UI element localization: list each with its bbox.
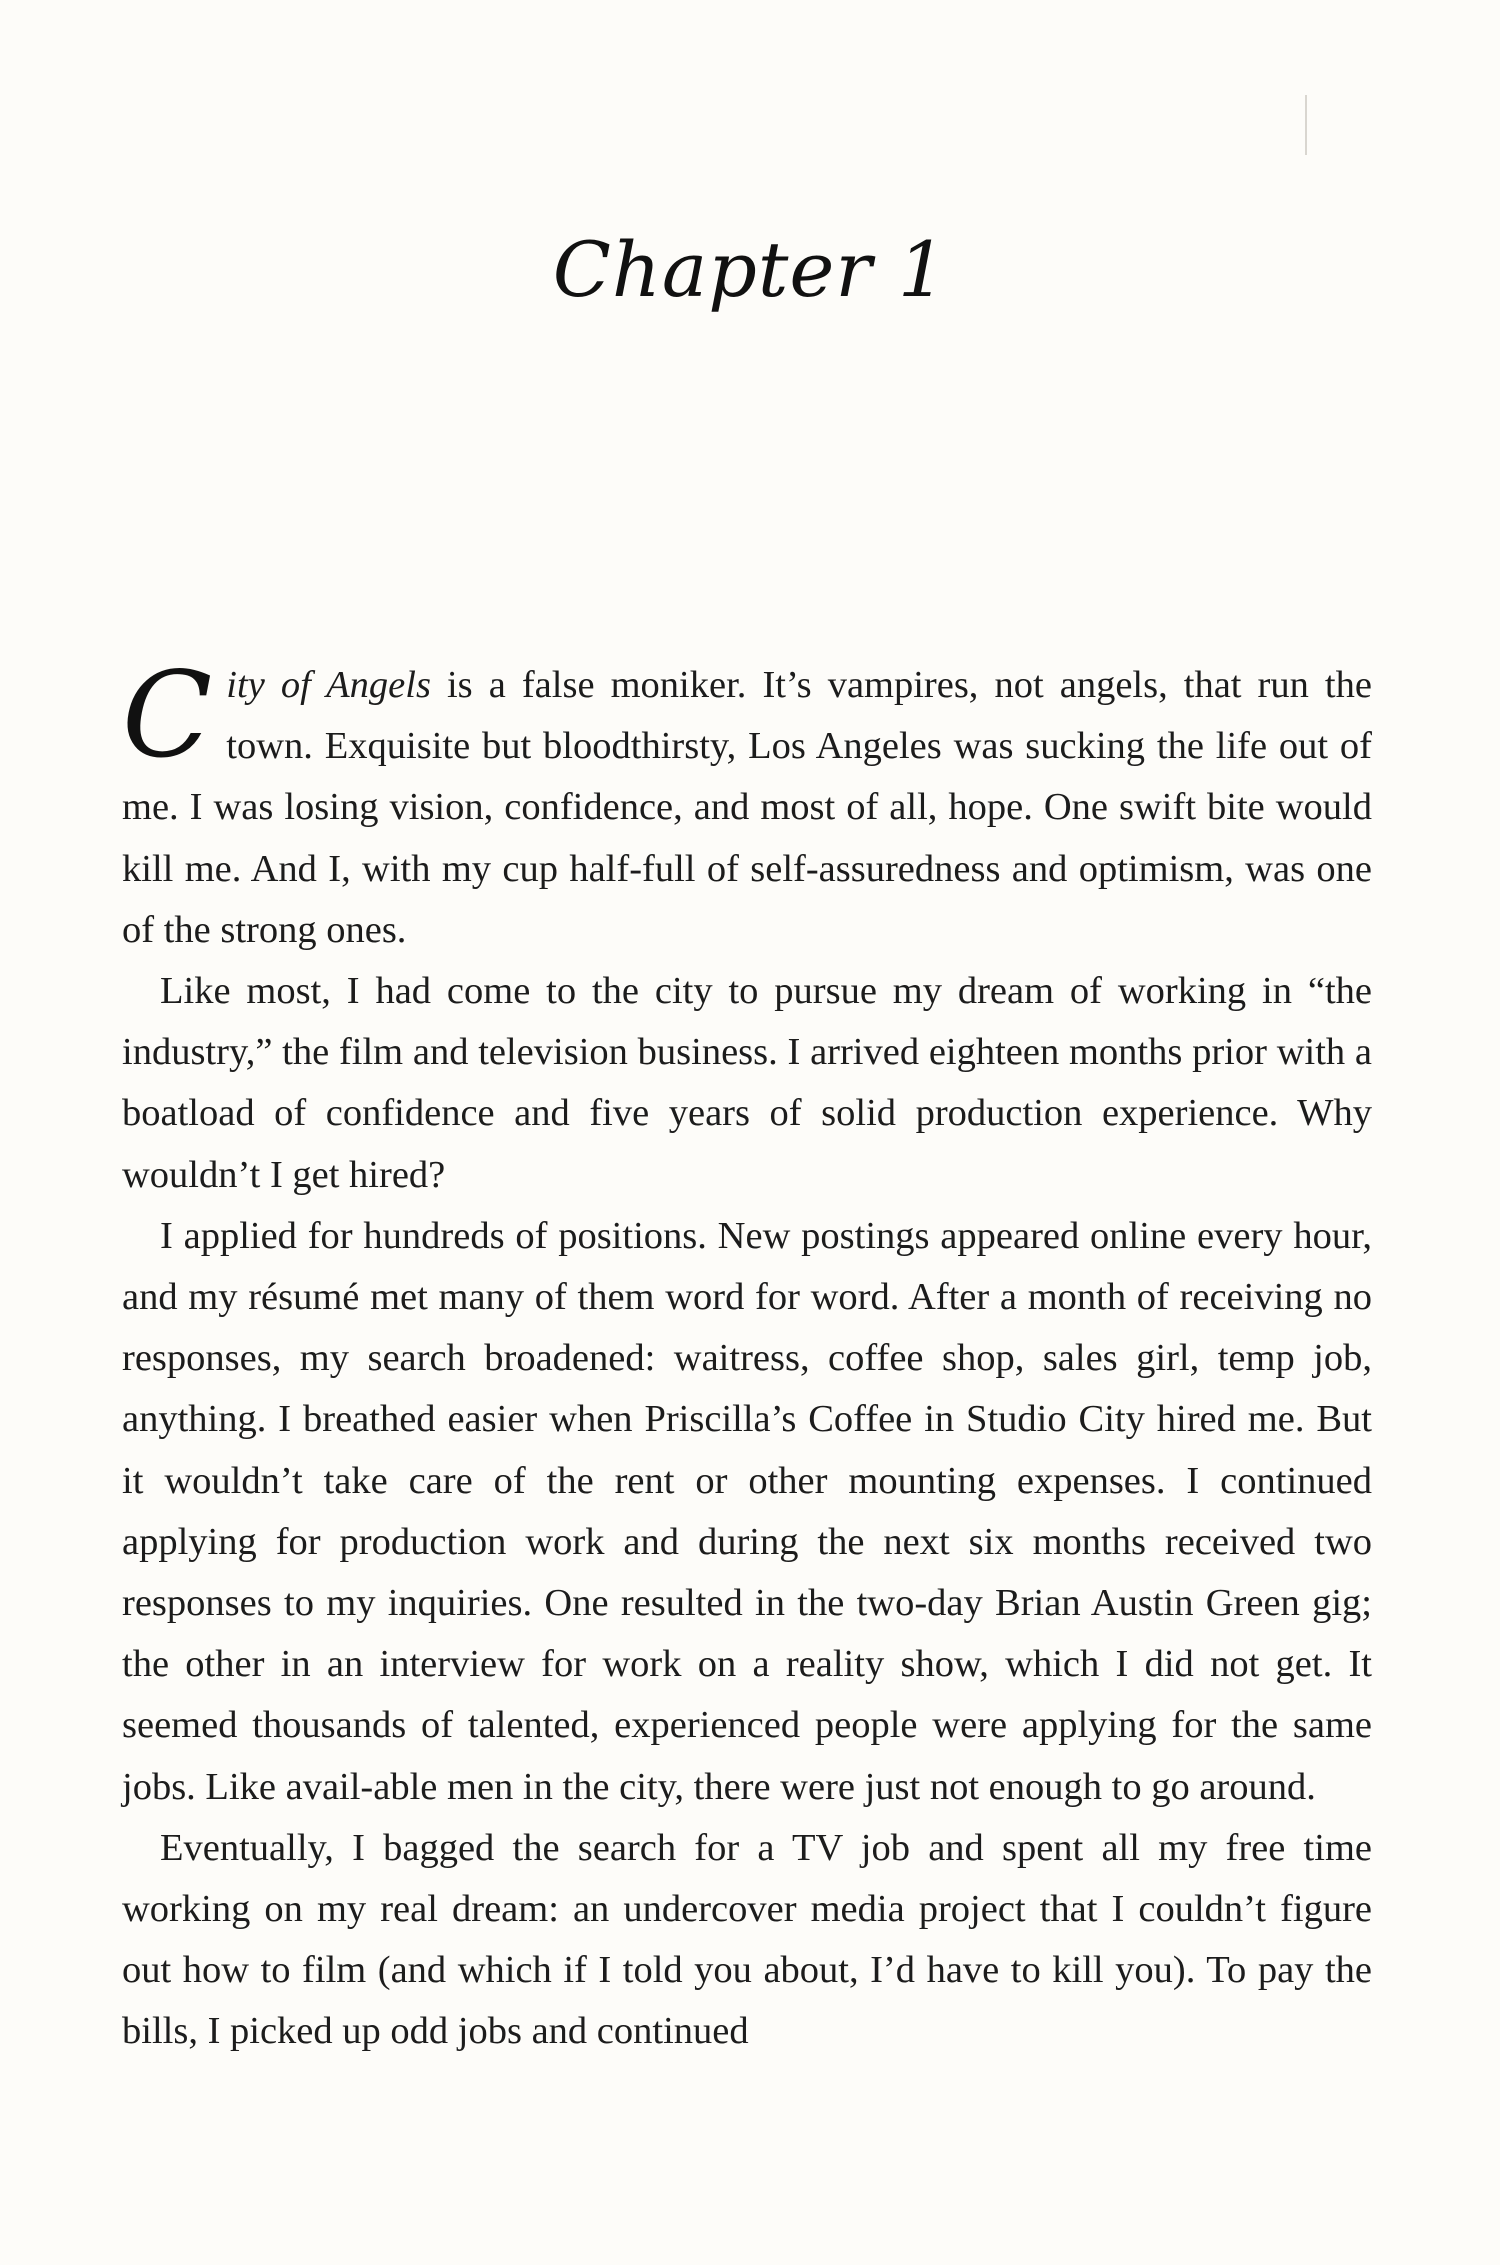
drop-cap: C — [122, 646, 213, 784]
paragraph-3: I applied for hundreds of positions. New postings appeared online every hour, and my résumé met many of them word for word. After a month of receiving no responses, my search broadened: waitress, coffee shop, sales girl, temp job, anything. I breathed easier when Priscilla’s Coffee in Studio City hired me. But it wouldn’t take care of the rent or other mounting expenses. I continued applying for production work and during the next six months received two responses to my inquiries. One resulted in the two-day Brian Austin Green gig; the other in an interview for work on a reality show, which I did not get. It seemed thousands of talented, experienced people were applying for the same jobs. Like avail-able men in the city, there were just not enough to go around. — [122, 1214, 1372, 1808]
chapter-title: Chapter 1 — [552, 225, 948, 314]
page-edge-mark — [1305, 95, 1307, 155]
opening-text: is a false moniker. It’s vampires, not angels, that run the town. Exquisite but bloodthirsty, Los Angeles was sucking the life out of me. I was losing vision, confidence, and most of all, hope. One swift bite would kill me. And I, with my cup half-full of self-assuredness and optimism, was one of the strong ones. — [122, 664, 1372, 951]
opening-paragraph — [122, 646, 1372, 961]
chapter-body — [122, 646, 1372, 2063]
paragraph-2: Like most, I had come to the city to pursue my dream of working in “the industry,” the film and television business. I arrived eighteen months prior with a boatload of confidence and five years of solid production experience. Why wouldn’t I get hired? — [122, 970, 1372, 1196]
paragraph-4: Eventually, I bagged the search for a TV job and spent all my free time working on my real dream: an undercover media project that I couldn’t figure out how to film (and which if I told you about, I’d have to kill you). To pay the bills, I picked up odd jobs and continued — [122, 1826, 1372, 2053]
lead-in-text: ity of Angels — [226, 664, 431, 706]
